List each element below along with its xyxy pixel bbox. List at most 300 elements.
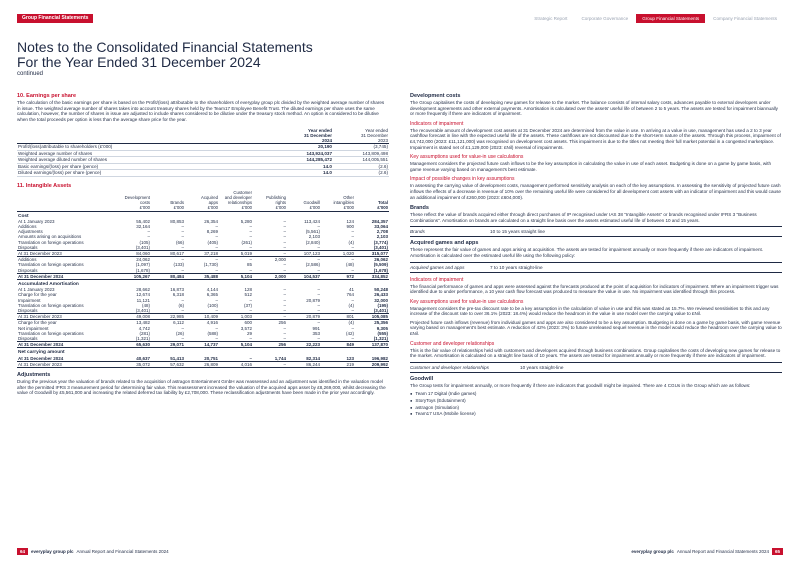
ia-cell: –: [317, 292, 320, 298]
ia-cell: –: [249, 229, 252, 235]
ia-cell: 5,280: [240, 218, 252, 224]
ia-cell: (66): [175, 239, 184, 245]
ia-cell: [287, 348, 321, 356]
ia-cell: 85: [246, 262, 252, 268]
ia-cell: 80,617: [151, 250, 185, 256]
ia-cell: 764: [346, 292, 354, 298]
ia-cell: 22,985: [151, 314, 185, 320]
apps-paragraph: These represent the fair value of games and apps arising at acquisition. The assets are tested for impairment annually or more frequently if there are indicators of impairment. Amortisation is calculated over the estimated useful life using the following policy:: [410, 247, 764, 258]
ia-cell: (3,401): [135, 307, 150, 313]
ia-cell: –: [249, 244, 252, 250]
ia-column-header-line: £'000: [139, 204, 150, 210]
ia-cell: 55,402: [136, 218, 150, 224]
ia-cell: –: [249, 234, 252, 240]
ia-cell: 353: [312, 330, 320, 336]
ia-row-label: At 31 December 2023: [17, 361, 117, 367]
ia-cell: 991: [312, 325, 320, 331]
customer-policy-value: 10 years straight-line: [520, 364, 564, 370]
ia-cell: –: [283, 234, 286, 240]
ia-cell: (5,509): [373, 262, 388, 268]
ia-cell: 2,000: [274, 257, 286, 263]
ia-cell: [117, 212, 151, 219]
ia-row-label: Net carrying amount: [18, 350, 65, 356]
ia-cell: [287, 212, 321, 219]
ia-cell: 256: [253, 342, 287, 348]
footer-doc-right: Annual Report and Financial Statements 2024: [676, 549, 769, 554]
ia-table-row: [17, 279, 389, 287]
ia-table-row: [17, 361, 389, 367]
eps-col2-l2: 31 December: [360, 133, 388, 139]
ia-cell: 40,637: [136, 355, 150, 361]
ia-cell: –: [317, 223, 320, 229]
goodwill-paragraph: The Group tests for impairment annually, or more frequently if there are indicators that goodwill might be impaired. There are 4 CGUs in the Group which are as follows:: [410, 382, 751, 388]
apps-policy-row: [410, 262, 782, 273]
ia-column-header-line: intangibles: [333, 199, 354, 205]
ia-column-header-line: £'000: [377, 204, 388, 210]
ia-cell: –: [147, 234, 150, 240]
ia-cell: –: [181, 307, 184, 313]
footer-doc-left: Annual Report and Financial Statements 2024: [76, 549, 169, 554]
brands-policy-row: [410, 226, 782, 237]
cgu-list-item: ● astragon (Simulation): [410, 405, 782, 412]
ia-cell: 24,062: [136, 257, 150, 263]
eps-heading: 10. Earnings per share: [17, 93, 76, 99]
ia-column-header-line: £'000: [309, 204, 320, 210]
eps-table: [17, 143, 389, 177]
dev-impairment-paragraph: The recoverable amount of development cost assets at 31 December 2024 are determined from the value in use. In arriving at a value in use, management has used a 2 to 3 year cashflow forecast in line with the expected useful life of the assets. These cashflows are not discounted due to the short-term nature of the assets. Through this process, impairment of £4,742,000 (2023: £11,121,000) was recognised on development cost assets. This impairment is due to the titles not meeting their full market potential in a congested marketplace. Impairment is stated net of £1,129,000 (2023: £Nil) reversal of impairments.: [410, 127, 781, 150]
eps-col2-l1: Year ended: [365, 128, 388, 134]
ia-cell: 1,744: [274, 355, 286, 361]
ia-cell: –: [215, 307, 218, 313]
ia-cell: 284,357: [371, 218, 388, 224]
ia-cell: [151, 348, 185, 356]
ia-cell: 315,077: [355, 250, 389, 256]
eps-row-value-2024: 14.0: [323, 170, 332, 176]
ia-cell: [219, 212, 253, 219]
ia-cell: 256: [278, 320, 286, 326]
ia-cell: –: [215, 244, 218, 250]
ia-column-header: [287, 191, 321, 211]
ia-cell: –: [283, 335, 286, 341]
eps-paragraph: The calculation of the basic earnings per share is based on the Profit/(loss) attributable to the shareholders of everyplay group plc divided by the weighted average number of shares in issue. The weighted average number of shares takes into account treasury shares held by the Team17 Employee Benefit Trust. The diluted earnings per share uses the same calculation, however, the number of shares in issue are adjusted to include shares considered to be dilutive under the treasury stock method. An option is considered to be dilutive when the total proceeds per option is less than the average share price for the year.: [17, 100, 385, 122]
ia-cell: 113,424: [304, 218, 320, 224]
nav-company-financial-statements[interactable]: Company Financial Statements: [713, 16, 777, 21]
ia-cell: –: [351, 307, 354, 313]
ia-cell: (4): [348, 320, 354, 326]
ia-cell: 3,572: [240, 325, 252, 331]
ia-cell: 80,484: [151, 273, 185, 279]
ia-cell: (1,097): [135, 262, 150, 268]
ia-cell: 22,223: [287, 342, 321, 348]
ia-row-label: Additions: [18, 257, 37, 263]
ia-cell: 29,071: [151, 342, 185, 348]
nav-corporate-governance[interactable]: Corporate Governance: [581, 16, 629, 21]
ia-cell: 20,751: [204, 355, 218, 361]
apps-key-assumptions-subheading: Key assumptions used for value-in use calculations: [410, 298, 524, 305]
ia-cell: –: [351, 229, 354, 235]
ia-column-header-line: Acquired: [201, 194, 218, 200]
ia-cell: 6,112: [173, 320, 184, 326]
ia-cell: (26): [175, 330, 184, 336]
ia-row-label: Translation on foreign operations: [18, 239, 84, 245]
ia-cell: 2,103: [308, 234, 320, 240]
cgu-list-item: ● StoryToys (Edutainment): [410, 398, 782, 405]
ia-cell: –: [351, 267, 354, 273]
dev-sensitivity-subheading: Impact of possible changes in key assumptions: [410, 176, 515, 183]
ia-row-label: At 31 December 2023: [17, 314, 117, 320]
ia-cell: 57,632: [151, 361, 185, 367]
ia-column-header-line: Total: [378, 199, 388, 205]
ia-cell: [355, 348, 389, 356]
page-title: Notes to the Consolidated Financial Statements: [17, 39, 313, 55]
ia-cell: 6,365: [206, 292, 218, 298]
ia-cell: (1,678): [373, 267, 388, 273]
adjustments-paragraph: During the previous year the valuation of brands related to the acquisition of astragon Entertainment GmbH was reassessed and an adjustment was identified in the valuation model after the permitted IFRS 3 measurement period for determining fair value. This reassessment increased the valuation of the acquired apps asset by £8,269,000, whilst decreasing the value of Goodwill by £5,561,000 and increasing the related deferred tax liability by £2,708,000. These reclassification adjustments have been made in the prior year accordingly.: [17, 378, 386, 396]
ia-cell: 26,809: [185, 361, 219, 367]
ia-row-label: Charge for the year: [18, 292, 57, 298]
adjustments-heading: Adjustments: [17, 371, 51, 378]
ia-cell: [355, 279, 389, 287]
ia-cell: 4,016: [219, 361, 253, 367]
ia-row-label: Impairment: [18, 297, 41, 303]
left-column: [17, 93, 389, 396]
ia-cell: –: [215, 325, 218, 331]
ia-cell: 104,537: [287, 273, 321, 279]
ia-row-label: Disposals: [18, 307, 38, 313]
ia-cell: –: [249, 335, 252, 341]
ia-cell: (37): [243, 302, 252, 308]
ia-cell: –: [181, 234, 184, 240]
ia-cell: (48): [141, 302, 150, 308]
ia-column-header-line: Goodwill: [303, 199, 320, 205]
ia-cell: 334,852: [355, 273, 389, 279]
ia-cell: 219: [321, 361, 355, 367]
ia-cell: 10,409: [185, 314, 219, 320]
eps-row-value-2023: (2.6): [378, 163, 388, 169]
ia-column-header-line: £'000: [343, 204, 354, 210]
ia-cell: 11,121: [136, 297, 150, 303]
eps-row-value-2023: 144,005,551: [362, 157, 388, 163]
ia-cell: 105,267: [117, 273, 151, 279]
dev-impairment-subheading: Indicators of impairment: [410, 120, 464, 127]
ia-cell: –: [253, 314, 287, 320]
ia-cell: –: [351, 257, 354, 263]
ia-cell: –: [215, 257, 218, 263]
ia-cell: (4): [348, 302, 354, 308]
ia-cell: (133): [173, 262, 184, 268]
ia-cell: (1,730): [203, 262, 218, 268]
ia-cell: 20,879: [287, 314, 321, 320]
customer-policy-label: Customer and developer relationships: [410, 364, 489, 370]
ia-cell: 5,104: [219, 273, 253, 279]
ia-cell: –: [215, 297, 218, 303]
apps-projected-paragraph: Projected future cash inflows (revenue) from individual games and apps are also considered to be a key assumption. Budgeting is done on a game by game basis, with game revenue varying based on management's best estimate. A reduction of 42% (2023: 3%) to future unreleased sequel revenue in the model would reduce the headroom over the carrying value to £Nil.: [410, 319, 782, 337]
ia-cell: 25,356: [374, 320, 388, 326]
ia-cell: –: [317, 320, 320, 326]
ia-column-header-line: costs: [139, 199, 150, 205]
ia-cell: –: [317, 287, 320, 293]
ia-cell: (3,401): [373, 307, 388, 313]
ia-cell: 8,269: [206, 229, 218, 235]
ia-cell: 972: [321, 273, 355, 279]
ia-row-label: Translation on foreign operations: [18, 302, 84, 308]
ia-table-header: [17, 191, 389, 212]
ia-cell: –: [283, 262, 286, 268]
ia-cell: 105,085: [355, 314, 389, 320]
footer-brand-left: everyplay group plc: [31, 549, 74, 554]
ia-row-label: Disposals: [18, 244, 38, 250]
ia-cell: (6): [178, 302, 184, 308]
ia-row-label: At 1 January 2023: [18, 287, 55, 293]
ia-cell: –: [181, 297, 184, 303]
ia-cell: 12,674: [136, 292, 150, 298]
ia-cell: [287, 279, 321, 287]
ia-cell: 86,244: [287, 361, 321, 367]
ia-column-header-line: £'000: [207, 204, 218, 210]
footer-brand-right: everyplay group plc: [631, 549, 674, 554]
ia-row-label: At 31 December 2024: [17, 273, 117, 279]
section-tag[interactable]: Group Financial Statements: [17, 14, 93, 23]
ia-cell: –: [283, 239, 286, 245]
ia-cell: 26,354: [204, 218, 218, 224]
dev-costs-paragraph: The Group capitalises the costs of developing new games for release to the market. The balance consists of internal salary costs, advances payable to external developers under development agreements and other external payments. Amortisation is calculated over the assets' useful life of between 2 to 5 years. The assets are tested for impairment biannually or more frequently if there are indicators of impairment.: [410, 100, 778, 117]
nav-group-financial-statements[interactable]: Group Financial Statements: [636, 14, 705, 23]
ia-column-header-line: Brands: [170, 199, 184, 205]
ia-cell: 196,982: [371, 355, 388, 361]
eps-table-row: [17, 170, 389, 177]
ia-row-label: At 31 December 2024: [18, 355, 64, 361]
eps-row-value-2024: 144,285,472: [306, 157, 332, 163]
goodwill-heading: Goodwill: [410, 375, 434, 382]
ia-cell: –: [283, 267, 286, 273]
dev-key-assumptions-paragraph: Management considers the projected future cash inflows to be the key assumption in calculating the value in use of each asset. Budgeting is done on a game by game basis, with game revenue varying based on management's best estimate.: [410, 161, 772, 172]
nav-strategic-report[interactable]: Strategic Report: [534, 16, 568, 21]
eps-row-value-2024: 143,924,037: [306, 150, 332, 156]
ia-row-label: Accumulated Amortisation: [18, 281, 79, 287]
ia-row-label: Translation on foreign operations: [18, 330, 84, 336]
ia-cell: [321, 212, 355, 219]
ia-cell: –: [215, 234, 218, 240]
customer-policy-row: [410, 362, 782, 373]
ia-cell: [219, 279, 253, 287]
dev-key-assumptions-subheading: Key assumptions used for value-in use calculations: [410, 154, 524, 161]
ia-cell: –: [253, 361, 287, 367]
top-navigation-bar: [17, 14, 783, 24]
ia-column-header-line: Other: [343, 194, 354, 200]
ia-cell: –: [215, 335, 218, 341]
ia-cell: 51,413: [170, 355, 184, 361]
ia-cell: [117, 348, 151, 356]
ia-cell: 28,662: [136, 287, 150, 293]
ia-cell: 35,488: [185, 273, 219, 279]
ia-cell: 26,062: [374, 257, 388, 263]
brands-policy-label: Brands: [410, 229, 425, 235]
eps-row-label: Weighted average number of shares: [18, 150, 93, 156]
ia-cell: –: [215, 267, 218, 273]
ia-cell: (3,401): [135, 244, 150, 250]
ia-cell: –: [317, 307, 320, 313]
ia-cell: –: [283, 218, 286, 224]
ia-cell: [253, 212, 287, 219]
ia-cell: 65,630: [117, 342, 151, 348]
ia-column-header-line: apps: [208, 199, 218, 205]
ia-cell: 9,305: [376, 325, 388, 331]
ia-cell: –: [181, 335, 184, 341]
eps-col1-l1: Year ended: [307, 128, 332, 134]
apps-impairment-subheading: Indicators of impairment: [410, 276, 464, 283]
ia-cell: [185, 212, 219, 219]
ia-cell: –: [283, 297, 286, 303]
ia-cell: (261): [241, 239, 252, 245]
ia-cell: 801: [321, 314, 355, 320]
ia-cell: (588): [207, 330, 218, 336]
apps-key-assumptions-paragraph: Management considers the pre-tax discount rate to be a key assumption in the calculation of value in use and this was stated as 15.7%. We reviewed sensitivities to this and any increase of the discount rate to over 36.1% (2023: 18.4%) would reduce the headroom in the value in use model over the carrying value to £Nil.: [410, 305, 770, 317]
ia-table: [17, 212, 389, 368]
ia-cell: –: [181, 267, 184, 273]
ia-cell: (3,774): [373, 239, 388, 245]
ia-cell: –: [351, 325, 354, 331]
ia-cell: 20,879: [306, 297, 320, 303]
ia-cell: –: [283, 330, 286, 336]
ia-row-label: Disposals: [18, 335, 38, 341]
ia-cell: [151, 279, 185, 287]
eps-col2-l3: 2023: [377, 138, 388, 144]
ia-cell: 209,992: [355, 361, 389, 367]
ia-cell: 35,072: [117, 361, 151, 367]
brands-paragraph: These reflect the value of brands acquired either through direct purchases of IP recognised under IAS 38 "Intangible Assets" or brands recognised under IFRS 3 "Business Combinations". Amortisation on brands are calculated on a straight line basis over the assets estimated useful life of between 10 and 15 years.: [410, 212, 757, 223]
ia-row-label: Amounts arising on acquisitions: [18, 234, 82, 240]
ia-cell: –: [283, 287, 286, 293]
eps-row-value-2023: (3,745): [373, 144, 388, 150]
ia-cell: 4,144: [206, 287, 218, 293]
ia-cell: 5,019: [219, 250, 253, 256]
ia-cell: –: [181, 257, 184, 263]
ia-cell: 2,000: [253, 273, 287, 279]
ia-cell: (1,678): [135, 267, 150, 273]
ia-cell: (100): [207, 302, 218, 308]
ia-cell: (555): [377, 330, 388, 336]
ia-cell: 600: [244, 320, 252, 326]
ia-table-row: [17, 348, 389, 356]
cgu-list-item: ● Team17 USA (Mobile license): [410, 411, 782, 418]
ia-cell: 32,164: [136, 223, 150, 229]
ia-cell: –: [283, 229, 286, 235]
ia-column-header-line: Development: [124, 194, 150, 200]
ia-cell: 1,020: [321, 250, 355, 256]
dev-sensitivity-paragraph: In assessing the carrying value of development costs, management performed sensitivity analysis on each of the key assumptions. In assessing the sensitivity of projected future cash inflows the effects of a decrease in revenue of 10% over the remaining useful life were considered for all development cost assets with an indicator of impairment and this would cause an additional impairment of £260,000 (2023: £604,000).: [410, 183, 781, 200]
ia-cell: –: [351, 234, 354, 240]
ia-cell: –: [351, 335, 354, 341]
ia-cell: 124: [346, 218, 354, 224]
ia-cell: (48): [345, 262, 354, 268]
eps-row-label: Basic earnings/(loss) per share (pence): [18, 163, 99, 169]
ia-column-header-line: £'000: [173, 204, 184, 210]
eps-row-value-2024: 20,190: [317, 144, 332, 150]
ia-cell: –: [249, 267, 252, 273]
eps-row-label: Profit/(loss)attributable to shareholders (£'000): [18, 144, 113, 150]
ia-table-row: [17, 212, 389, 219]
footer-left: [17, 548, 169, 555]
ia-cell: (281): [139, 330, 150, 336]
ia-cell: –: [181, 325, 184, 331]
ia-cell: [219, 348, 253, 356]
cgu-list-item: ● Team 17 Digital (Indie games): [410, 391, 782, 398]
ia-column-header: [219, 191, 253, 211]
ia-column-header-line: £'000: [275, 204, 286, 210]
ia-column-header-line: and developer: [224, 194, 252, 200]
ia-cell: 2,103: [376, 234, 388, 240]
ia-row-label: At 31 December 2024: [17, 342, 117, 348]
ia-cell: [253, 348, 287, 356]
eps-table-header: [17, 128, 389, 143]
ia-cell: 4,742: [138, 325, 150, 331]
ia-column-header: [355, 191, 389, 211]
ia-cell: (195): [377, 302, 388, 308]
ia-row-label: Disposals: [18, 267, 38, 273]
ia-cell: –: [351, 297, 354, 303]
ia-cell: –: [283, 292, 286, 298]
right-column: [410, 93, 782, 418]
ia-cell: –: [317, 302, 320, 308]
continued-label: continued: [17, 71, 44, 77]
apps-policy-value: 7 to 10 years straight-line: [490, 264, 543, 270]
ia-cell: 84,060: [117, 250, 151, 256]
ia-cell: –: [181, 229, 184, 235]
ia-cell: [185, 348, 219, 356]
ia-cell: 900: [346, 223, 354, 229]
ia-row-label: Translation on foreign operations: [18, 262, 84, 268]
eps-col1-l3: 2024: [321, 138, 332, 144]
ia-cell: –: [249, 223, 252, 229]
ia-cell: (1,321): [373, 335, 388, 341]
ia-cell: (2,840): [305, 239, 320, 245]
ia-cell: 29: [246, 330, 252, 336]
ia-cell: 512: [244, 292, 252, 298]
eps-row-value-2024: 14.0: [323, 163, 332, 169]
ia-cell: 26,433: [374, 292, 388, 298]
footer-right: [631, 548, 783, 555]
ia-cell: –: [351, 244, 354, 250]
ia-cell: 16,873: [170, 287, 184, 293]
ia-cell: –: [249, 355, 252, 361]
ia-cell: 4,916: [206, 320, 218, 326]
ia-row-label: Adjustments: [18, 229, 43, 235]
ia-cell: 5,104: [219, 342, 253, 348]
page-header: [17, 40, 313, 77]
ia-cell: –: [249, 257, 252, 263]
ia-cell: [253, 279, 287, 287]
ia-cell: –: [283, 325, 286, 331]
ia-cell: –: [317, 244, 320, 250]
ia-cell: 50,248: [374, 287, 388, 293]
ia-column-header-line: Publishing: [266, 194, 286, 200]
ia-cell: –: [147, 229, 150, 235]
ia-heading: 11. Intangible Assets: [17, 182, 72, 189]
ia-column-header-line: Customer: [233, 189, 252, 195]
eps-row-label: Diluted earnings/(loss) per share (pence): [18, 170, 102, 176]
eps-col1-l2: 31 December: [303, 133, 332, 139]
ia-cell: –: [249, 297, 252, 303]
ia-cell: 849: [321, 342, 355, 348]
ia-cell: –: [283, 244, 286, 250]
ia-cell: –: [317, 257, 320, 263]
ia-cell: (42): [345, 330, 354, 336]
ia-cell: 137,870: [355, 342, 389, 348]
dev-costs-heading: Development costs: [410, 93, 461, 99]
ia-cell: 107,123: [287, 250, 321, 256]
ia-cell: –: [283, 307, 286, 313]
apps-heading: Acquired games and apps: [410, 240, 479, 247]
